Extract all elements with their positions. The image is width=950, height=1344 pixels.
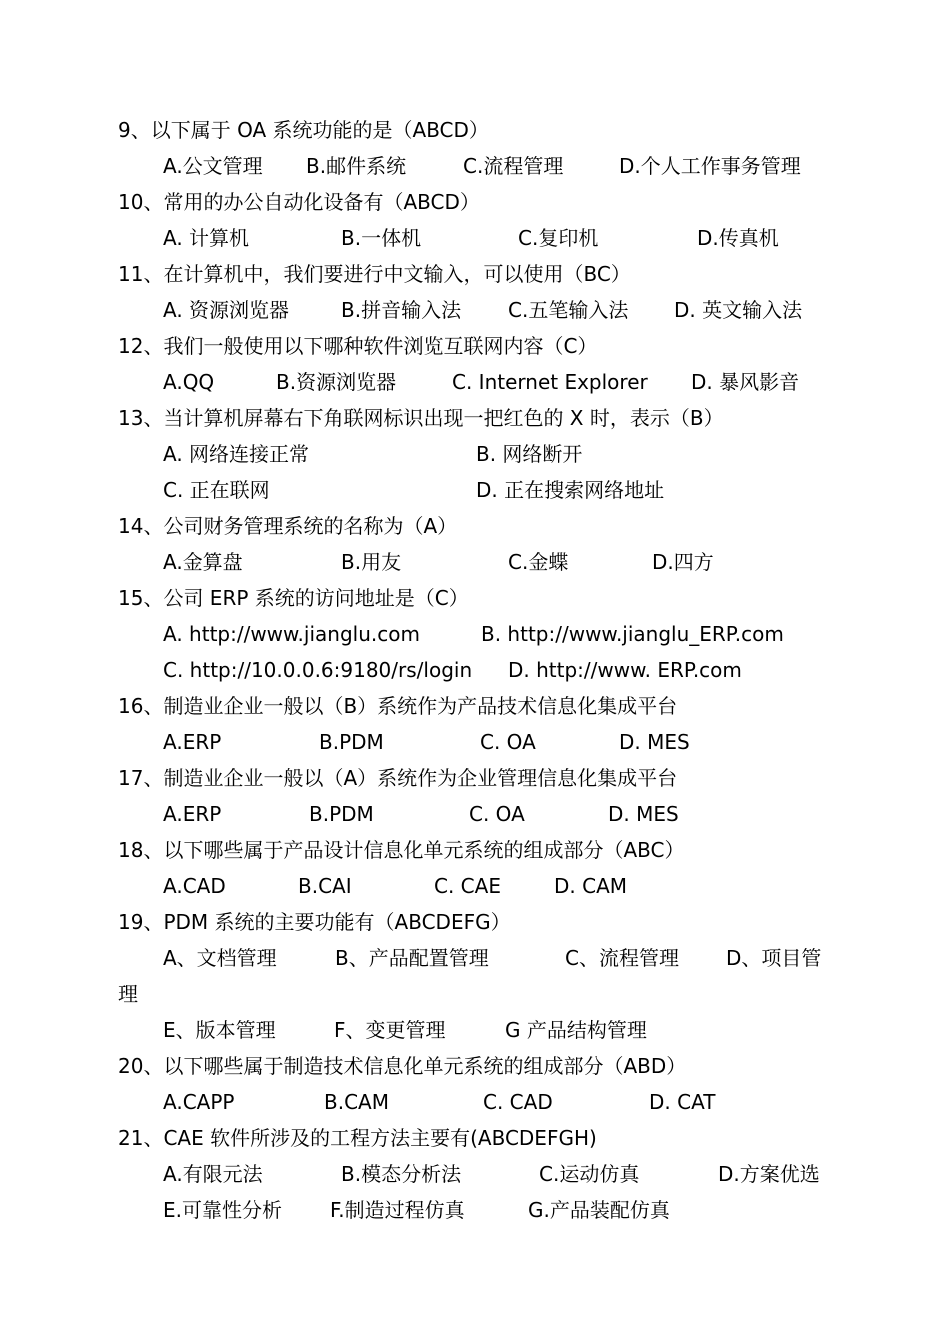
answer-option: D.传真机: [697, 226, 779, 250]
answer-option: F、变更管理: [334, 1018, 446, 1042]
answer-option: D. MES: [608, 802, 679, 826]
answer-option: D.四方: [652, 550, 714, 574]
question-stem: 11、在计算机中，我们要进行中文输入，可以使用（BC）: [118, 262, 631, 286]
option-row: [0, 1084, 950, 1120]
answer-option: A.有限元法: [163, 1162, 263, 1186]
question-stem: 14、公司财务管理系统的名称为（A）: [118, 514, 458, 538]
answer-option: C. OA: [469, 802, 525, 826]
question-stem: 9、以下属于 OA 系统功能的是（ABCD）: [118, 118, 489, 142]
question-stem: 20、以下哪些属于制造技术信息化单元系统的组成部分（ABD）: [118, 1054, 687, 1078]
option-row: [0, 472, 950, 508]
question-stem: 19、PDM 系统的主要功能有（ABCDEFG）: [118, 910, 511, 934]
option-row: [0, 220, 950, 256]
answer-option: E、版本管理: [163, 1018, 276, 1042]
answer-option: D. CAM: [554, 874, 628, 898]
answer-option: D.个人工作事务管理: [619, 154, 801, 178]
question-stem: 16、制造业企业一般以（B）系统作为产品技术信息化集成平台: [118, 694, 678, 718]
answer-option: A.QQ: [163, 370, 215, 394]
answer-option: 理: [118, 982, 138, 1006]
option-row: [0, 724, 950, 760]
document-page: [0, 112, 950, 1228]
answer-option: D. 英文输入法: [674, 298, 803, 322]
option-row: [0, 940, 950, 976]
answer-option: D.方案优选: [718, 1162, 820, 1186]
answer-option: C.五笔输入法: [508, 298, 629, 322]
answer-option: B.邮件系统: [306, 154, 407, 178]
option-row: [0, 1156, 950, 1192]
question-stem: 18、以下哪些属于产品设计信息化单元系统的组成部分（ABC）: [118, 838, 685, 862]
answer-option: D. 正在搜索网络地址: [476, 478, 665, 502]
option-row: [0, 292, 950, 328]
answer-option: A.CAPP: [163, 1090, 235, 1114]
answer-option: B.CAI: [298, 874, 352, 898]
answer-option: B.PDM: [319, 730, 384, 754]
answer-option: B.用友: [341, 550, 402, 574]
answer-option: B.PDM: [309, 802, 374, 826]
option-row: [0, 544, 950, 580]
question-stem: 10、常用的办公自动化设备有（ABCD）: [118, 190, 480, 214]
answer-option: A.金算盘: [163, 550, 243, 574]
answer-option: C. CAE: [434, 874, 501, 898]
answer-option: C. Internet Explorer: [452, 370, 648, 394]
answer-option: A.公文管理: [163, 154, 263, 178]
option-row: [0, 1012, 950, 1048]
answer-option: C. CAD: [483, 1090, 553, 1114]
option-row: [0, 148, 950, 184]
option-row: [0, 796, 950, 832]
answer-option: C、流程管理: [565, 946, 679, 970]
answer-option: C.复印机: [518, 226, 599, 250]
option-row: [0, 976, 950, 1012]
question-stem: 13、当计算机屏幕右下角联网标识出现一把红色的 X 时，表示（B）: [118, 406, 724, 430]
answer-option: A.ERP: [163, 730, 222, 754]
option-row: [0, 616, 950, 652]
answer-option: G 产品结构管理: [505, 1018, 647, 1042]
question-stem: 15、公司 ERP 系统的访问地址是（C）: [118, 586, 469, 610]
answer-option: G.产品装配仿真: [528, 1198, 670, 1222]
option-row: [0, 1192, 950, 1228]
answer-option: A. 计算机: [163, 226, 250, 250]
option-row: [0, 436, 950, 472]
answer-option: B. http://www.jianglu_ERP.com: [481, 622, 784, 646]
answer-option: C. OA: [480, 730, 536, 754]
answer-option: D. 暴风影音: [691, 370, 800, 394]
answer-option: B、产品配置管理: [335, 946, 489, 970]
answer-option: B.CAM: [324, 1090, 389, 1114]
answer-option: A.CAD: [163, 874, 226, 898]
answer-option: A、文档管理: [163, 946, 277, 970]
answer-option: E.可靠性分析: [163, 1198, 282, 1222]
answer-option: D、项目管: [726, 946, 822, 970]
question-stem: 17、制造业企业一般以（A）系统作为企业管理信息化集成平台: [118, 766, 678, 790]
option-row: [0, 364, 950, 400]
answer-option: C.运动仿真: [539, 1162, 640, 1186]
answer-option: A. 资源浏览器: [163, 298, 290, 322]
answer-option: D. http://www. ERP.com: [508, 658, 742, 682]
answer-option: A. http://www.jianglu.com: [163, 622, 420, 646]
answer-option: B.一体机: [341, 226, 422, 250]
question-stem: 21、CAE 软件所涉及的工程方法主要有(ABCDEFGH): [118, 1126, 597, 1150]
answer-option: B. 网络断开: [476, 442, 583, 466]
answer-option: D. MES: [619, 730, 690, 754]
answer-option: C. 正在联网: [163, 478, 270, 502]
answer-option: D. CAT: [649, 1090, 716, 1114]
answer-option: B.拼音输入法: [341, 298, 462, 322]
option-row: [0, 652, 950, 688]
answer-option: A. 网络连接正常: [163, 442, 310, 466]
answer-option: C. http://10.0.0.6:9180/rs/login: [163, 658, 473, 682]
answer-option: A.ERP: [163, 802, 222, 826]
answer-option: C.金蝶: [508, 550, 569, 574]
answer-option: F.制造过程仿真: [330, 1198, 465, 1222]
answer-option: B.模态分析法: [341, 1162, 462, 1186]
answer-option: B.资源浏览器: [276, 370, 397, 394]
question-stem: 12、我们一般使用以下哪种软件浏览互联网内容（C）: [118, 334, 598, 358]
answer-option: C.流程管理: [463, 154, 564, 178]
option-row: [0, 868, 950, 904]
